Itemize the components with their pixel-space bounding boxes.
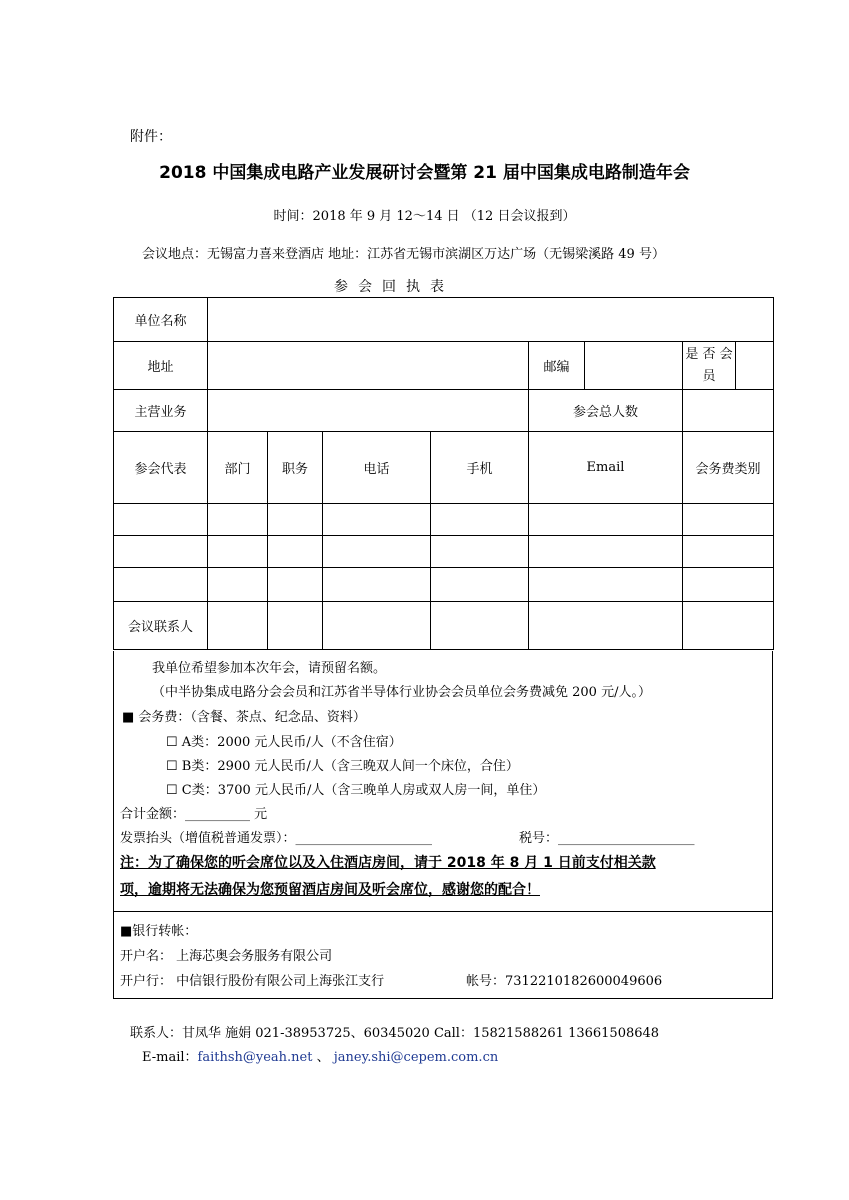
payment-warning-line1: 注：为了确保您的听会席位以及入住酒店房间，请于 2018 年 8 月 1 日前支付相关款 bbox=[120, 855, 656, 871]
unit-name-label: 单位名称 bbox=[114, 298, 208, 342]
unit-name-field[interactable] bbox=[208, 298, 774, 342]
bank-heading: ■银行转帐： bbox=[120, 924, 198, 939]
email-link-1[interactable]: faithsh@yeah.net bbox=[197, 1050, 313, 1065]
col-email: Email bbox=[529, 432, 683, 504]
table-row bbox=[114, 536, 774, 568]
meeting-time: 时间：2018 年 9 月 12～14 日 （12 日会议报到） bbox=[273, 209, 576, 224]
email-label: E-mail： bbox=[142, 1050, 198, 1065]
email-link-2[interactable]: janey.shi@cepem.com.cn bbox=[333, 1050, 499, 1065]
bank-info bbox=[114, 912, 772, 998]
meeting-venue: 会议地点：无锡富力喜来登酒店 地址：江苏省无锡市滨湖区万达广场（无锡梁溪路 49 号） bbox=[142, 247, 665, 262]
cell[interactable] bbox=[208, 568, 268, 602]
cell[interactable] bbox=[323, 602, 431, 650]
business-field[interactable] bbox=[208, 390, 529, 432]
address-field[interactable] bbox=[208, 342, 529, 390]
cell[interactable] bbox=[323, 568, 431, 602]
attachment-label: 附件： bbox=[130, 129, 172, 145]
col-phone: 电话 bbox=[323, 432, 431, 504]
document-title: 2018 中国集成电路产业发展研讨会暨第 21 届中国集成电路制造年会 bbox=[159, 163, 690, 183]
col-fee-category: 会务费类别 bbox=[683, 432, 774, 504]
account-name: 开户名： 上海芯奥会务服务有限公司 bbox=[120, 949, 333, 964]
total-attendees-label: 参会总人数 bbox=[529, 390, 683, 432]
table-row bbox=[114, 504, 774, 536]
fee-notes bbox=[114, 651, 772, 912]
col-department: 部门 bbox=[208, 432, 268, 504]
table-row bbox=[114, 602, 774, 650]
note-line2: （中半协集成电路分会会员和江苏省半导体行业协会会员单位会务费减免 200 元/人。） bbox=[152, 685, 651, 700]
cell[interactable] bbox=[268, 602, 323, 650]
email-line bbox=[142, 1046, 498, 1065]
cell[interactable] bbox=[529, 504, 683, 536]
cell[interactable] bbox=[683, 568, 774, 602]
col-position: 职务 bbox=[268, 432, 323, 504]
cell[interactable] bbox=[208, 536, 268, 568]
contact-person-label: 会议联系人 bbox=[114, 602, 208, 650]
invoice-title[interactable]: 发票抬头（增值税普通发票）：_____________________ bbox=[120, 831, 433, 846]
cell[interactable] bbox=[529, 536, 683, 568]
table-row bbox=[114, 568, 774, 602]
cell[interactable] bbox=[431, 602, 529, 650]
cell[interactable] bbox=[268, 504, 323, 536]
fee-option-a[interactable]: ☐ A类：2000 元人民币/人（不含住宿） bbox=[166, 735, 402, 750]
fee-option-b[interactable]: ☐ B类：2900 元人民币/人（含三晚双人间一个床位，合住） bbox=[166, 759, 519, 774]
fee-option-c[interactable]: ☐ C类：3700 元人民币/人（含三晚单人房或双人房一间，单住） bbox=[166, 783, 546, 798]
member-label: 是 否 会员 bbox=[683, 342, 736, 390]
total-attendees-field[interactable] bbox=[683, 390, 774, 432]
cell[interactable] bbox=[208, 504, 268, 536]
form-title: 参会回执表 bbox=[334, 279, 454, 295]
postcode-field[interactable] bbox=[585, 342, 683, 390]
cell[interactable] bbox=[268, 568, 323, 602]
cell[interactable] bbox=[529, 602, 683, 650]
cell[interactable] bbox=[431, 536, 529, 568]
col-mobile: 手机 bbox=[431, 432, 529, 504]
cell[interactable] bbox=[114, 504, 208, 536]
contact-line: 联系人：甘凤华 施娟 021-38953725、60345020 Call：15821588261 13661508648 bbox=[130, 1026, 660, 1041]
cell[interactable] bbox=[683, 504, 774, 536]
business-label: 主营业务 bbox=[114, 390, 208, 432]
cell[interactable] bbox=[114, 568, 208, 602]
note-line1: 我单位希望参加本次年会，请预留名额。 bbox=[152, 661, 387, 676]
email-separator: 、 bbox=[312, 1050, 334, 1065]
fee-heading: ■ 会务费：（含餐、茶点、纪念品、资料） bbox=[122, 710, 366, 725]
cell[interactable] bbox=[683, 536, 774, 568]
cell[interactable] bbox=[323, 504, 431, 536]
account-number: 帐号：7312210182600049606 bbox=[466, 974, 663, 989]
total-amount[interactable]: 合计金额：__________ 元 bbox=[120, 807, 268, 822]
postcode-label: 邮编 bbox=[529, 342, 585, 390]
cell[interactable] bbox=[323, 536, 431, 568]
col-representative: 参会代表 bbox=[114, 432, 208, 504]
bank-name: 开户行： 中信银行股份有限公司上海张江支行 bbox=[120, 974, 385, 989]
cell[interactable] bbox=[431, 568, 529, 602]
cell[interactable] bbox=[683, 602, 774, 650]
registration-table bbox=[113, 297, 774, 650]
cell[interactable] bbox=[208, 602, 268, 650]
cell[interactable] bbox=[268, 536, 323, 568]
cell[interactable] bbox=[114, 536, 208, 568]
member-field[interactable] bbox=[736, 342, 774, 390]
cell[interactable] bbox=[431, 504, 529, 536]
cell[interactable] bbox=[529, 568, 683, 602]
notes-box bbox=[113, 651, 773, 999]
address-label: 地址 bbox=[114, 342, 208, 390]
tax-number[interactable]: 税号：_____________________ bbox=[519, 831, 695, 846]
payment-warning-line2: 项，逾期将无法确保为您预留酒店房间及听会席位，感谢您的配合！ bbox=[120, 882, 540, 898]
